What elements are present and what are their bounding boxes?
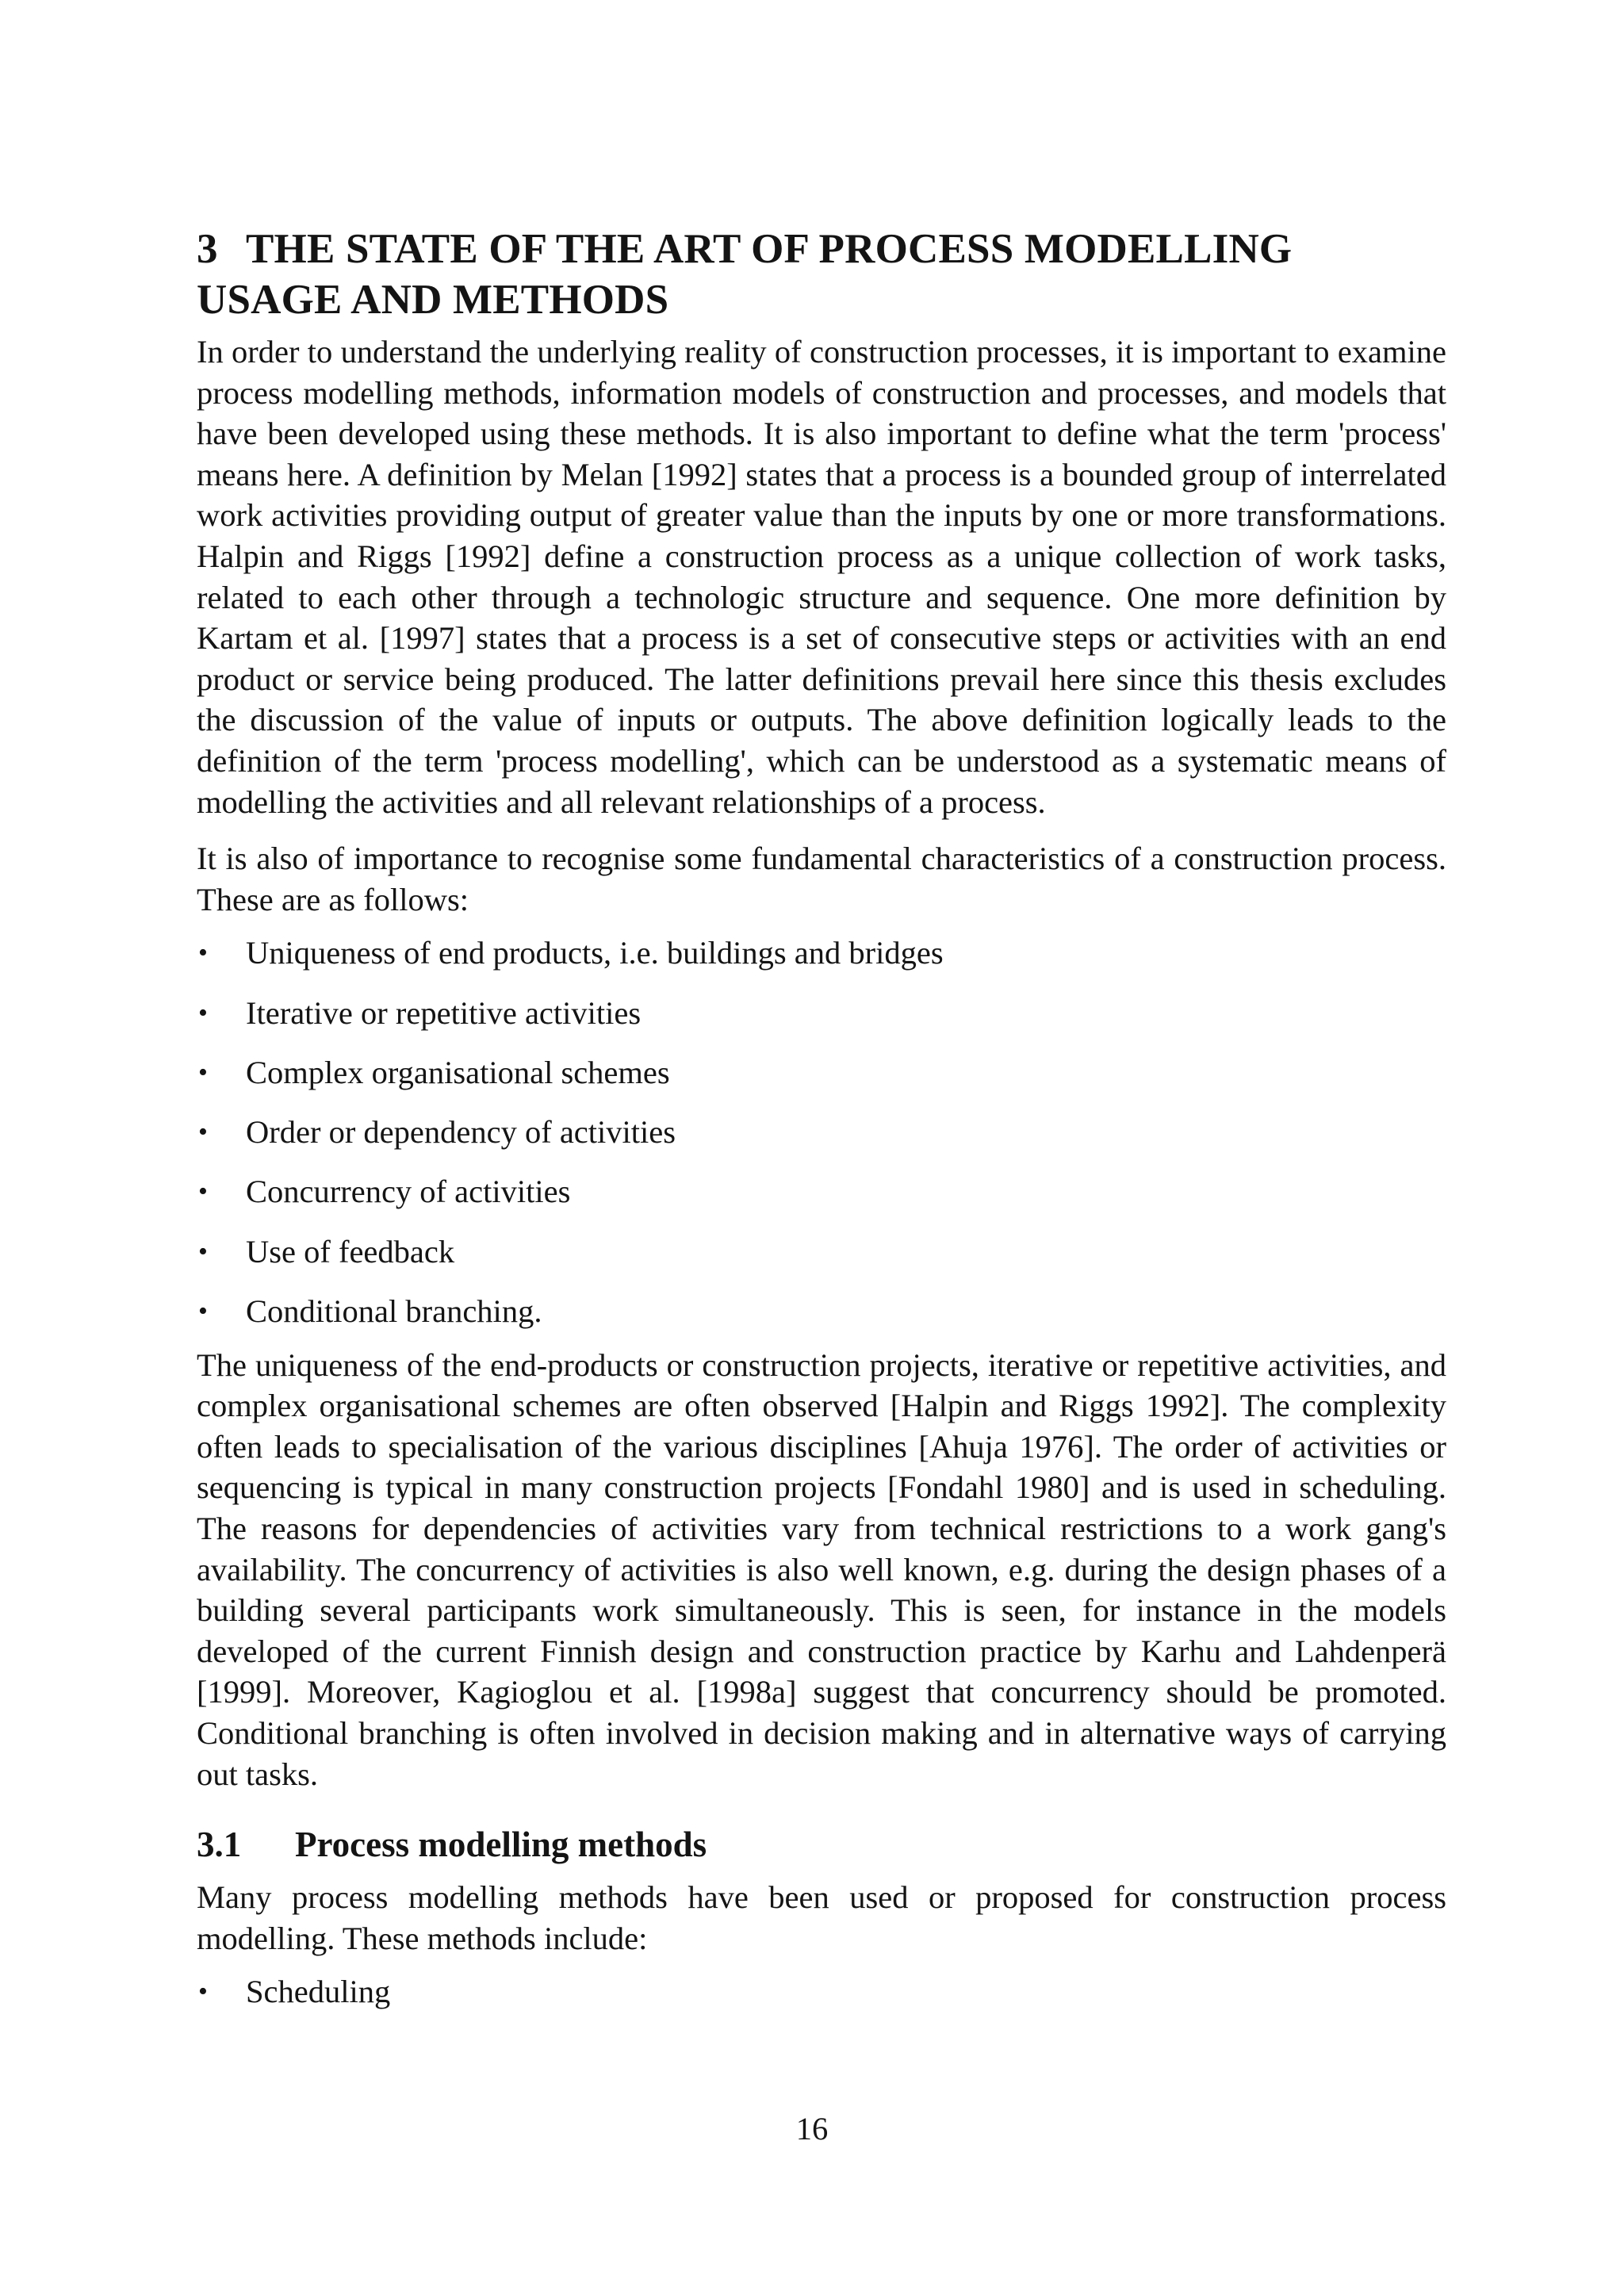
bullet-icon: • <box>198 1117 208 1147</box>
bullet-icon: • <box>198 1057 208 1087</box>
bullet-icon: • <box>198 998 208 1028</box>
bullet-icon: • <box>198 1296 208 1326</box>
paragraph-methods-intro: Many process modelling methods have been used or proposed for construction process modelling. These methods include: <box>197 1879 1446 1956</box>
chapter-title-line1: THE STATE OF THE ART OF PROCESS MODELLING <box>246 226 1293 272</box>
page-content <box>197 224 1446 2013</box>
section-number: 3.1 <box>197 1825 242 1865</box>
list-item: • Conditional branching. <box>197 1291 1446 1332</box>
list-item: • Scheduling <box>197 1971 1446 2013</box>
list-item: • Uniqueness of end products, i.e. buildings and bridges <box>197 933 1446 974</box>
list-item: • Use of feedback <box>197 1231 1446 1273</box>
bullet-icon: • <box>198 1177 208 1207</box>
methods-list <box>197 1971 1446 2013</box>
characteristics-list <box>197 933 1446 1331</box>
list-item: • Order or dependency of activities <box>197 1112 1446 1153</box>
section-title: Process modelling methods <box>295 1825 707 1865</box>
bullet-icon: • <box>198 938 208 968</box>
bullet-icon: • <box>198 1977 208 2007</box>
chapter-title-line2: USAGE AND METHODS <box>197 277 669 323</box>
list-item: • Iterative or repetitive activities <box>197 993 1446 1034</box>
list-item: • Concurrency of activities <box>197 1171 1446 1212</box>
section-heading <box>197 1821 1446 1867</box>
bullet-icon: • <box>198 1236 208 1266</box>
list-item: • Complex organisational schemes <box>197 1052 1446 1093</box>
paragraph-characteristics-intro: It is also of importance to recognise some fundamental characteristics of a construction process. These are as follows: <box>197 841 1446 917</box>
chapter-heading <box>197 224 1446 325</box>
paragraph-characteristics-discussion: The uniqueness of the end-products or construction projects, iterative or repetitive activities, and complex organisational schemes are often observed [Halpin and Riggs 1992]. The complexity often leads to specialisation of the various disciplines [Ahuja 1976]. The order of activities or sequencing is typical in many construction projects [Fondahl 1980] and is used in scheduling. The reasons for dependencies of activities vary from technical restrictions to a work gang's availability. The concurrency of activities is also well known, e.g. during the design phases of a building several participants work simultaneously. This is seen, for instance in the models developed of the current Finnish design and construction practice by Karhu and Lahdenperä [1999]. Moreover, Kagioglou et al. [1998a] suggest that concurrency should be promoted. Conditional branching is often involved in decision making and in alternative ways of carrying out tasks. <box>197 1346 1446 1792</box>
page-number: 16 <box>795 2111 829 2147</box>
paragraph-process-definition: In order to understand the underlying reality of construction processes, it is important to examine process modelling methods, information models of construction and processes, and models that have been developed using these methods. It is also important to define what the term 'process' means here. A definition by Melan [1992] states that a process is a bounded group of interrelated work activities providing output of greater value than the inputs by one or more transformations. Halpin and Riggs [1992] define a construction process as a unique collection of work tasks, related to each other through a technologic structure and sequence. One more definition by Kartam et al. [1997] states that a process is a set of consecutive steps or activities with an end product or service being produced. The latter definitions prevail here since this thesis excludes the discussion of the value of inputs or outputs. The above definition logically leads to the definition of the term 'process modelling', which can be understood as a systematic means of modelling the activities and all relevant relationships of a process. <box>197 334 1446 820</box>
chapter-number: 3 <box>197 226 218 272</box>
